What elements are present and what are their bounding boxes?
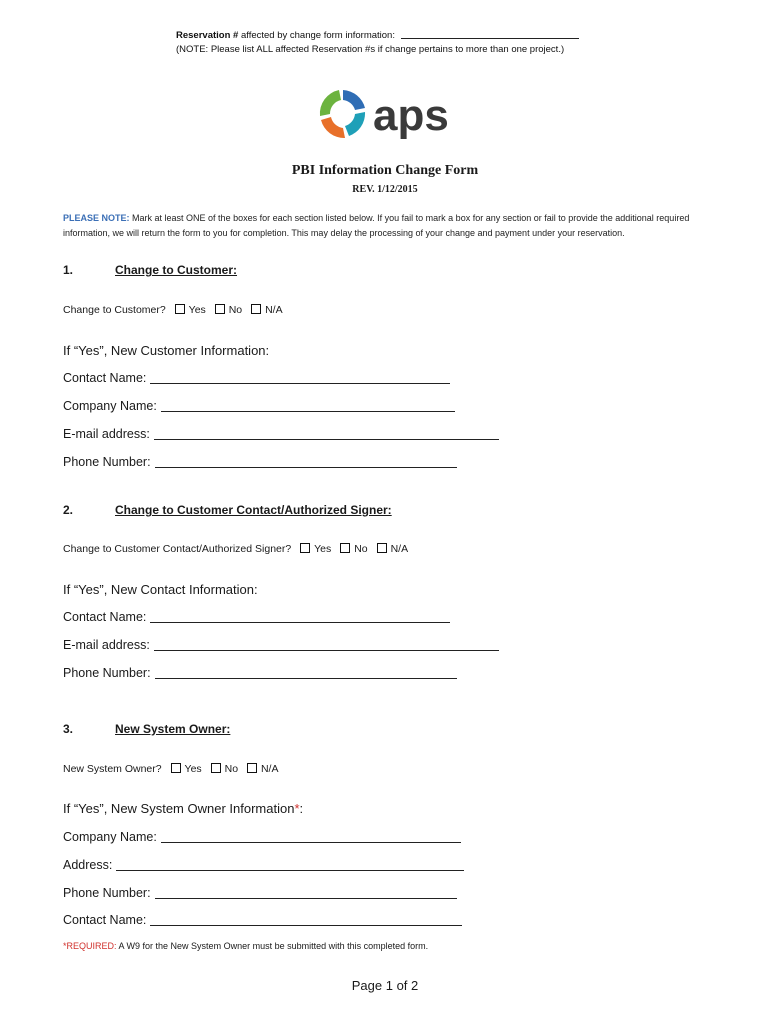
section3-yes-option[interactable]: Yes [171, 763, 202, 775]
section2-question: Change to Customer Contact/Authorized Signer? [63, 543, 292, 555]
section2-yes-option[interactable]: Yes [300, 543, 331, 555]
section3-subheading: If “Yes”, New System Owner Information*: [63, 801, 304, 816]
section1-title: Change to Customer: [115, 263, 238, 277]
section3-na-option[interactable]: N/A [247, 763, 279, 775]
section2-question-row [63, 543, 408, 555]
checkbox-icon[interactable] [171, 763, 181, 773]
section1-contact-name-input[interactable] [150, 371, 450, 384]
section2-contact-name-input[interactable] [150, 610, 450, 623]
please-note-text: Mark at least ONE of the boxes for each section listed below. If you fail to mark a box for any section or fail to provide the additional required information, we will return the form to you for completion. This may delay the processing of your change and payment under your reservation. [63, 213, 690, 238]
section1-phone-row: Phone Number: [63, 455, 457, 469]
section3-no-option[interactable]: No [211, 763, 238, 775]
section3-address-input[interactable] [116, 858, 464, 871]
checkbox-icon[interactable] [247, 763, 257, 773]
required-note [63, 941, 428, 951]
section1-no-option[interactable]: No [215, 304, 242, 316]
aps-logo [315, 86, 460, 142]
reservation-label: Reservation # [176, 30, 239, 41]
checkbox-icon[interactable] [175, 304, 185, 314]
reservation-line [176, 28, 579, 41]
section1-contact-name-row: Contact Name: [63, 371, 450, 385]
please-note [63, 211, 723, 241]
required-text: A W9 for the New System Owner must be submitted with this completed form. [118, 941, 429, 951]
reservation-note: (NOTE: Please list ALL affected Reservation #s if change pertains to more than one project.) [176, 44, 565, 55]
aps-logo-text: aps [373, 91, 449, 140]
checkbox-icon[interactable] [340, 543, 350, 553]
section2-subheading: If “Yes”, New Contact Information: [63, 582, 258, 597]
section3-question: New System Owner? [63, 763, 162, 775]
checkbox-icon[interactable] [211, 763, 221, 773]
required-label: *REQUIRED: [63, 941, 117, 951]
reservation-text: affected by change form information: [240, 30, 395, 41]
section2-no-option[interactable]: No [340, 543, 367, 555]
checkbox-icon[interactable] [215, 304, 225, 314]
section2-contact-name-row: Contact Name: [63, 610, 450, 624]
required-star: * [294, 801, 300, 816]
section2-title: Change to Customer Contact/Authorized Signer: [115, 503, 392, 517]
section1-na-option[interactable]: N/A [251, 304, 283, 316]
checkbox-icon[interactable] [377, 543, 387, 553]
section1-company-name-input[interactable] [161, 399, 455, 412]
section3-company-name-input[interactable] [161, 830, 461, 843]
form-revision: REV. 1/12/2015 [352, 184, 418, 195]
section1-number: 1. [63, 263, 74, 277]
section2-na-option[interactable]: N/A [377, 543, 409, 555]
section1-subheading: If “Yes”, New Customer Information: [63, 343, 270, 358]
section3-address-row: Address: [63, 858, 464, 872]
please-note-label: PLEASE NOTE: [63, 213, 130, 223]
section1-question: Change to Customer? [63, 304, 166, 316]
section1-email-row: E-mail address: [63, 427, 499, 441]
section1-company-name-row: Company Name: [63, 399, 455, 413]
reservation-input-line[interactable] [401, 28, 579, 39]
section1-email-input[interactable] [154, 427, 499, 440]
section1-phone-input[interactable] [155, 455, 457, 468]
checkbox-icon[interactable] [251, 304, 261, 314]
section3-contact-name-input[interactable] [150, 913, 462, 926]
section3-phone-row: Phone Number: [63, 886, 457, 900]
section3-phone-input[interactable] [155, 886, 457, 899]
section3-question-row [63, 763, 278, 775]
section2-phone-input[interactable] [155, 666, 457, 679]
section2-email-row: E-mail address: [63, 638, 499, 652]
section2-number: 2. [63, 503, 74, 517]
section3-number: 3. [63, 722, 74, 736]
section3-contact-name-row: Contact Name: [63, 913, 462, 927]
checkbox-icon[interactable] [300, 543, 310, 553]
form-title: PBI Information Change Form [291, 163, 479, 178]
section1-question-row [63, 304, 283, 316]
section2-phone-row: Phone Number: [63, 666, 457, 680]
page-number: Page 1 of 2 [351, 978, 419, 993]
aps-logo-icon [315, 86, 460, 142]
section3-company-name-row: Company Name: [63, 830, 461, 844]
section2-email-input[interactable] [154, 638, 499, 651]
section3-title: New System Owner: [115, 722, 231, 736]
section1-yes-option[interactable]: Yes [175, 304, 206, 316]
